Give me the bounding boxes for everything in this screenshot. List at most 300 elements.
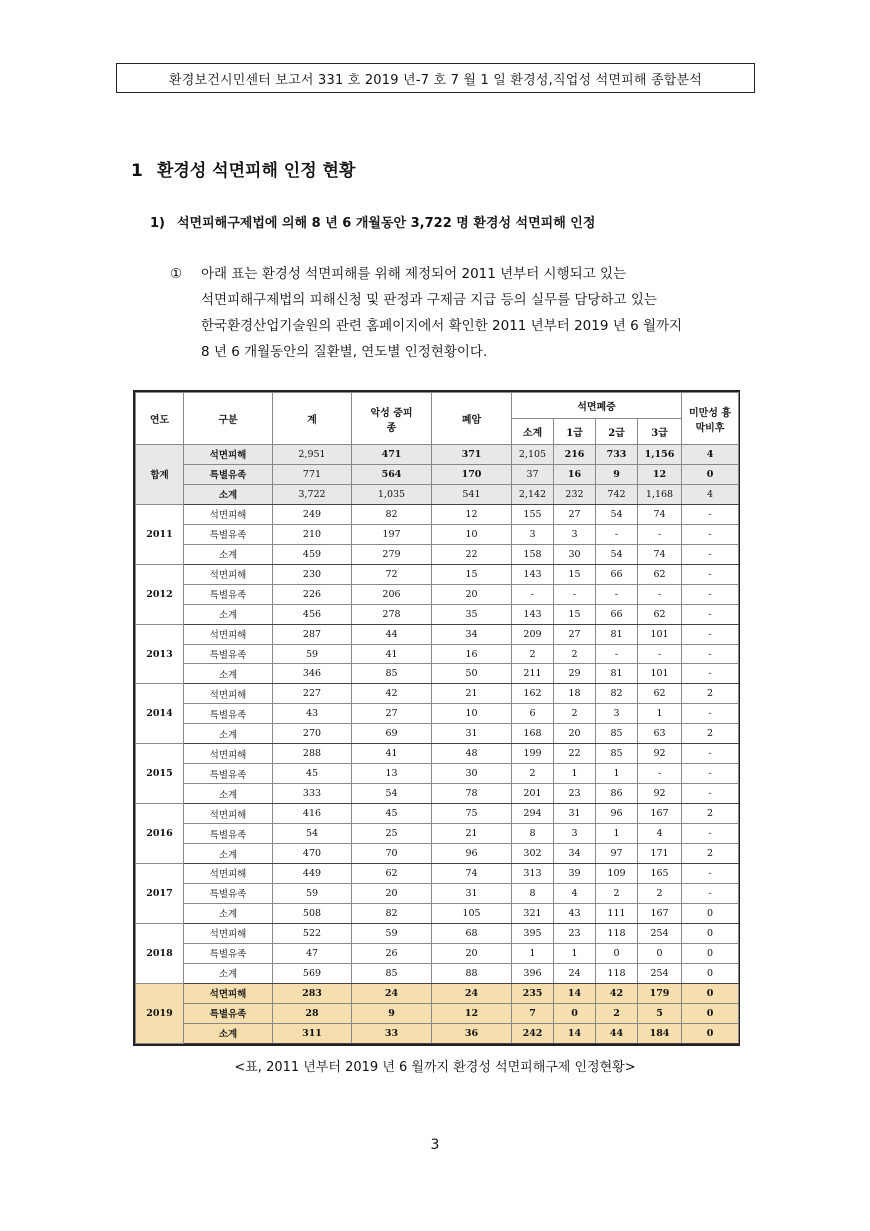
category-cell: 소계 (184, 604, 273, 624)
value-cell: 22 (554, 744, 596, 764)
value-cell: 30 (432, 764, 512, 784)
intro-paragraph (170, 261, 740, 365)
value-cell: 3,722 (273, 484, 352, 504)
value-cell: 50 (432, 664, 512, 684)
table-row (136, 524, 739, 544)
value-cell: 42 (352, 684, 432, 704)
value-cell: 68 (432, 923, 512, 943)
value-cell: 45 (273, 764, 352, 784)
value-cell: 2 (682, 804, 739, 824)
value-cell: 522 (273, 923, 352, 943)
value-cell: 85 (352, 963, 432, 983)
value-cell: 155 (512, 504, 554, 524)
subsection-heading (150, 212, 595, 231)
category-cell: 석면피해 (184, 744, 273, 764)
value-cell: 54 (273, 824, 352, 844)
value-cell: 109 (596, 864, 638, 884)
value-cell: 96 (432, 844, 512, 864)
value-cell: 206 (352, 584, 432, 604)
value-cell: 82 (352, 903, 432, 923)
value-cell: 24 (554, 963, 596, 983)
category-cell: 소계 (184, 724, 273, 744)
value-cell: 12 (638, 464, 682, 484)
category-cell: 특별유족 (184, 943, 273, 963)
value-cell: 27 (352, 704, 432, 724)
table-row (136, 484, 739, 504)
value-cell: 66 (596, 564, 638, 584)
table-row (136, 844, 739, 864)
value-cell: 27 (554, 504, 596, 524)
value-cell: 249 (273, 504, 352, 524)
value-cell: - (682, 883, 739, 903)
category-cell: 석면피해 (184, 624, 273, 644)
value-cell: 294 (512, 804, 554, 824)
value-cell: 569 (273, 963, 352, 983)
value-cell: 118 (596, 963, 638, 983)
value-cell: 5 (638, 1003, 682, 1023)
category-cell: 석면피해 (184, 564, 273, 584)
value-cell: - (638, 764, 682, 784)
value-cell: - (682, 504, 739, 524)
year-cell: 2019 (136, 983, 184, 1043)
value-cell: 0 (682, 1003, 739, 1023)
value-cell: 86 (596, 784, 638, 804)
value-cell: 4 (682, 445, 739, 465)
value-cell: 416 (273, 804, 352, 824)
value-cell: 34 (432, 624, 512, 644)
subsection-title: 석면피해구제법에 의해 8 년 6 개월동안 3,722 명 환경성 석면피해 인정 (177, 216, 596, 231)
value-cell: 1,156 (638, 445, 682, 465)
category-cell: 소계 (184, 784, 273, 804)
value-cell: - (596, 644, 638, 664)
value-cell: 20 (554, 724, 596, 744)
value-cell: 35 (432, 604, 512, 624)
table-row (136, 604, 739, 624)
category-cell: 석면피해 (184, 684, 273, 704)
header-total: 계 (273, 393, 352, 445)
value-cell: 72 (352, 564, 432, 584)
value-cell: 1 (638, 704, 682, 724)
value-cell: 162 (512, 684, 554, 704)
value-cell: 396 (512, 963, 554, 983)
value-cell: 34 (554, 844, 596, 864)
value-cell: 26 (352, 943, 432, 963)
header-asbestosis: 석면폐증 (512, 393, 682, 419)
value-cell: 12 (432, 1003, 512, 1023)
value-cell: 85 (352, 664, 432, 684)
value-cell: 27 (554, 624, 596, 644)
table-row (136, 1003, 739, 1023)
value-cell: 24 (352, 983, 432, 1003)
value-cell: 371 (432, 445, 512, 465)
category-cell: 석면피해 (184, 983, 273, 1003)
paragraph-line: 아래 표는 환경성 석면피해를 위해 제정되어 2011 년부터 시행되고 있는 (201, 266, 627, 282)
value-cell: 74 (638, 544, 682, 564)
value-cell: 10 (432, 704, 512, 724)
value-cell: 54 (596, 504, 638, 524)
value-cell: 18 (554, 684, 596, 704)
value-cell: 7 (512, 1003, 554, 1023)
value-cell: 23 (554, 784, 596, 804)
value-cell: 2 (554, 644, 596, 664)
value-cell: 0 (682, 943, 739, 963)
value-cell: 288 (273, 744, 352, 764)
value-cell: 45 (352, 804, 432, 824)
value-cell: 2 (682, 844, 739, 864)
value-cell: 2 (596, 883, 638, 903)
value-cell: 118 (596, 923, 638, 943)
value-cell: 733 (596, 445, 638, 465)
value-cell: 210 (273, 524, 352, 544)
value-cell: 59 (273, 644, 352, 664)
value-cell: 48 (432, 744, 512, 764)
year-cell: 합계 (136, 445, 184, 505)
value-cell: 39 (554, 864, 596, 884)
value-cell: 742 (596, 484, 638, 504)
category-cell: 특별유족 (184, 464, 273, 484)
paragraph-line: 한국환경산업기술원의 관련 홈페이지에서 확인한 2011 년부터 2019 년 6 월까지 (201, 318, 683, 334)
value-cell: - (682, 784, 739, 804)
value-cell: 37 (512, 464, 554, 484)
value-cell: - (682, 564, 739, 584)
table-row (136, 943, 739, 963)
value-cell: 75 (432, 804, 512, 824)
value-cell: 1,035 (352, 484, 432, 504)
category-cell: 특별유족 (184, 524, 273, 544)
value-cell: 170 (432, 464, 512, 484)
category-cell: 소계 (184, 664, 273, 684)
value-cell: 235 (512, 983, 554, 1003)
header-category: 구분 (184, 393, 273, 445)
value-cell: 41 (352, 644, 432, 664)
value-cell: 59 (352, 923, 432, 943)
value-cell: 20 (432, 943, 512, 963)
value-cell: 201 (512, 784, 554, 804)
value-cell: 62 (352, 864, 432, 884)
value-cell: 0 (682, 1023, 739, 1043)
value-cell: 3 (512, 524, 554, 544)
value-cell: 227 (273, 684, 352, 704)
value-cell: 456 (273, 604, 352, 624)
value-cell: 0 (554, 1003, 596, 1023)
header-mesothelioma: 악성 중피종 (352, 393, 432, 445)
value-cell: 15 (554, 604, 596, 624)
value-cell: 0 (682, 903, 739, 923)
value-cell: 6 (512, 704, 554, 724)
value-cell: 2 (638, 883, 682, 903)
value-cell: 22 (432, 544, 512, 564)
value-cell: - (512, 584, 554, 604)
value-cell: 69 (352, 724, 432, 744)
category-cell: 소계 (184, 484, 273, 504)
value-cell: 3 (596, 704, 638, 724)
value-cell: 0 (682, 983, 739, 1003)
value-cell: 92 (638, 744, 682, 764)
value-cell: 0 (682, 464, 739, 484)
value-cell: 3 (554, 824, 596, 844)
value-cell: 508 (273, 903, 352, 923)
value-cell: 2,951 (273, 445, 352, 465)
value-cell: 44 (352, 624, 432, 644)
value-cell: 31 (554, 804, 596, 824)
year-cell: 2017 (136, 864, 184, 924)
value-cell: - (682, 764, 739, 784)
value-cell: 20 (352, 883, 432, 903)
value-cell: 44 (596, 1023, 638, 1043)
value-cell: 62 (638, 604, 682, 624)
category-cell: 특별유족 (184, 883, 273, 903)
value-cell: 9 (596, 464, 638, 484)
year-cell: 2015 (136, 744, 184, 804)
value-cell: - (596, 584, 638, 604)
header-pleural-thickening: 미만성 흉막비후 (682, 393, 739, 445)
category-cell: 석면피해 (184, 864, 273, 884)
value-cell: - (682, 864, 739, 884)
value-cell: 82 (596, 684, 638, 704)
table-row (136, 764, 739, 784)
value-cell: 111 (596, 903, 638, 923)
value-cell: - (682, 544, 739, 564)
value-cell: 216 (554, 445, 596, 465)
value-cell: 311 (273, 1023, 352, 1043)
table-row (136, 724, 739, 744)
value-cell: 1 (596, 824, 638, 844)
value-cell: 287 (273, 624, 352, 644)
table-row (136, 864, 739, 884)
table-row (136, 883, 739, 903)
category-cell: 소계 (184, 844, 273, 864)
value-cell: 254 (638, 963, 682, 983)
value-cell: 0 (682, 923, 739, 943)
value-cell: 96 (596, 804, 638, 824)
value-cell: 0 (682, 963, 739, 983)
value-cell: 29 (554, 664, 596, 684)
section-heading (131, 156, 355, 181)
header-year: 연도 (136, 393, 184, 445)
value-cell: 226 (273, 584, 352, 604)
value-cell: 4 (554, 883, 596, 903)
year-cell: 2016 (136, 804, 184, 864)
table-row (136, 624, 739, 644)
value-cell: 2,142 (512, 484, 554, 504)
value-cell: 8 (512, 824, 554, 844)
table-row (136, 704, 739, 724)
category-cell: 특별유족 (184, 764, 273, 784)
value-cell: 143 (512, 604, 554, 624)
table-row (136, 983, 739, 1003)
value-cell: 97 (596, 844, 638, 864)
value-cell: - (682, 604, 739, 624)
value-cell: 15 (554, 564, 596, 584)
value-cell: 211 (512, 664, 554, 684)
header-grade1: 1급 (554, 419, 596, 445)
value-cell: 0 (638, 943, 682, 963)
value-cell: 2 (682, 684, 739, 704)
category-cell: 특별유족 (184, 824, 273, 844)
value-cell: 4 (682, 484, 739, 504)
value-cell: 31 (432, 724, 512, 744)
value-cell: 2 (512, 644, 554, 664)
value-cell: 10 (432, 524, 512, 544)
table-row (136, 1023, 739, 1043)
value-cell: 74 (638, 504, 682, 524)
value-cell: - (682, 584, 739, 604)
table-row (136, 963, 739, 983)
value-cell: 2 (682, 724, 739, 744)
value-cell: 3 (554, 524, 596, 544)
category-cell: 석면피해 (184, 804, 273, 824)
table-row (136, 584, 739, 604)
value-cell: 459 (273, 544, 352, 564)
value-cell: - (682, 644, 739, 664)
value-cell: - (638, 584, 682, 604)
value-cell: 395 (512, 923, 554, 943)
table-row (136, 644, 739, 664)
table-row (136, 923, 739, 943)
value-cell: 470 (273, 844, 352, 864)
section-number: 1 (131, 161, 143, 181)
value-cell: 12 (432, 504, 512, 524)
value-cell: 28 (273, 1003, 352, 1023)
value-cell: 54 (596, 544, 638, 564)
value-cell: 85 (596, 724, 638, 744)
year-cell: 2012 (136, 564, 184, 624)
category-cell: 석면피해 (184, 504, 273, 524)
value-cell: 209 (512, 624, 554, 644)
value-cell: 16 (554, 464, 596, 484)
value-cell: - (682, 524, 739, 544)
value-cell: 33 (352, 1023, 432, 1043)
value-cell: 14 (554, 1023, 596, 1043)
value-cell: 101 (638, 664, 682, 684)
value-cell: 54 (352, 784, 432, 804)
value-cell: 81 (596, 664, 638, 684)
value-cell: - (638, 524, 682, 544)
value-cell: 313 (512, 864, 554, 884)
value-cell: 449 (273, 864, 352, 884)
year-cell: 2014 (136, 684, 184, 744)
asbestos-recognition-table (133, 390, 740, 1046)
value-cell: 771 (273, 464, 352, 484)
value-cell: 1 (554, 764, 596, 784)
value-cell: 16 (432, 644, 512, 664)
value-cell: 82 (352, 504, 432, 524)
value-cell: 43 (273, 704, 352, 724)
value-cell: - (682, 824, 739, 844)
value-cell: 47 (273, 943, 352, 963)
value-cell: 197 (352, 524, 432, 544)
value-cell: 232 (554, 484, 596, 504)
value-cell: 279 (352, 544, 432, 564)
value-cell: 270 (273, 724, 352, 744)
category-cell: 특별유족 (184, 704, 273, 724)
value-cell: 24 (432, 983, 512, 1003)
table-row (136, 784, 739, 804)
category-cell: 소계 (184, 963, 273, 983)
value-cell: 43 (554, 903, 596, 923)
value-cell: 302 (512, 844, 554, 864)
value-cell: 165 (638, 864, 682, 884)
value-cell: - (682, 704, 739, 724)
value-cell: 66 (596, 604, 638, 624)
value-cell: 471 (352, 445, 432, 465)
header-subtotal: 소계 (512, 419, 554, 445)
circled-number-mark: ① (170, 266, 183, 282)
header-grade2: 2급 (596, 419, 638, 445)
table-row (136, 564, 739, 584)
value-cell: 168 (512, 724, 554, 744)
value-cell: 21 (432, 684, 512, 704)
value-cell: 2 (554, 704, 596, 724)
value-cell: 541 (432, 484, 512, 504)
value-cell: 1 (554, 943, 596, 963)
value-cell: 81 (596, 624, 638, 644)
value-cell: 42 (596, 983, 638, 1003)
value-cell: 1,168 (638, 484, 682, 504)
table-body (136, 445, 739, 1044)
value-cell: 167 (638, 804, 682, 824)
value-cell: 278 (352, 604, 432, 624)
value-cell: 105 (432, 903, 512, 923)
category-cell: 소계 (184, 1023, 273, 1043)
year-cell: 2013 (136, 624, 184, 684)
value-cell: 13 (352, 764, 432, 784)
value-cell: 143 (512, 564, 554, 584)
value-cell: 4 (638, 824, 682, 844)
value-cell: 2 (596, 1003, 638, 1023)
year-cell: 2018 (136, 923, 184, 983)
value-cell: 2,105 (512, 445, 554, 465)
value-cell: 41 (352, 744, 432, 764)
table-row (136, 903, 739, 923)
table-row (136, 504, 739, 524)
value-cell: - (554, 584, 596, 604)
value-cell: 63 (638, 724, 682, 744)
value-cell: - (682, 664, 739, 684)
value-cell: - (682, 744, 739, 764)
value-cell: 171 (638, 844, 682, 864)
value-cell: 242 (512, 1023, 554, 1043)
value-cell: 8 (512, 883, 554, 903)
category-cell: 소계 (184, 903, 273, 923)
category-cell: 석면피해 (184, 445, 273, 465)
value-cell: 31 (432, 883, 512, 903)
value-cell: 333 (273, 784, 352, 804)
category-cell: 특별유족 (184, 1003, 273, 1023)
category-cell: 특별유족 (184, 644, 273, 664)
value-cell: 62 (638, 564, 682, 584)
value-cell: 2 (512, 764, 554, 784)
value-cell: 30 (554, 544, 596, 564)
value-cell: 14 (554, 983, 596, 1003)
table-row (136, 684, 739, 704)
value-cell: 23 (554, 923, 596, 943)
report-header: 환경보건시민센터 보고서 331 호 2019 년-7 호 7 월 1 일 환경성,직업성 석면피해 종합분석 (116, 63, 755, 93)
header-grade3: 3급 (638, 419, 682, 445)
category-cell: 특별유족 (184, 584, 273, 604)
value-cell: 254 (638, 923, 682, 943)
value-cell: 346 (273, 664, 352, 684)
value-cell: 85 (596, 744, 638, 764)
value-cell: 101 (638, 624, 682, 644)
table-row (136, 664, 739, 684)
value-cell: 230 (273, 564, 352, 584)
section-title: 환경성 석면피해 인정 현황 (157, 161, 356, 181)
page-number: 3 (430, 1137, 440, 1153)
value-cell: 25 (352, 824, 432, 844)
value-cell: 283 (273, 983, 352, 1003)
year-cell: 2011 (136, 504, 184, 564)
